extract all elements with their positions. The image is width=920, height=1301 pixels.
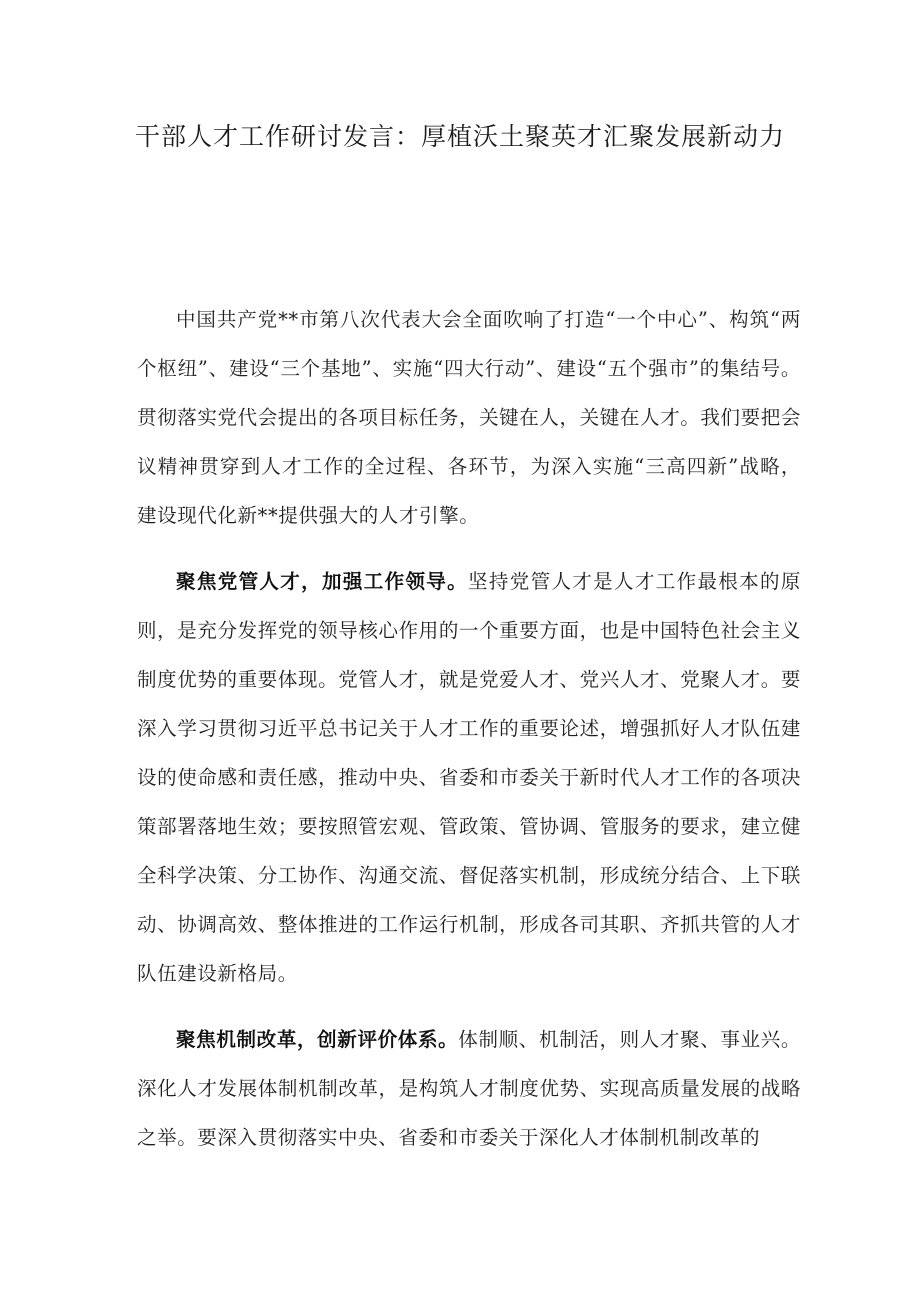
paragraph-intro bbox=[137, 295, 801, 540]
document-title: 干部人才工作研讨发言：厚植沃土聚英才汇聚发展新动力 bbox=[134, 122, 785, 151]
paragraph-text: 体制顺、机制活，则人才聚、事业兴。深化人才发展体制机制改革，是构筑人才制度优势、实现高质量发展的战略之举。要深入贯彻落实中央、省委和市委关于深化人才体制机制改革的 bbox=[137, 1028, 802, 1149]
paragraph-text: 中国共产党**市第八次代表大会全面吹响了打造“一个中心”、构筑“两个枢纽”、建设“三个基地”、实施“四大行动”、建设“五个强市”的集结号。贯彻落实党代会提出的各项目标任务，关键在人，关键在人才。我们要把会议精神贯穿到人才工作的全过程、各环节，为深入实施“三高四新”战略，建设现代化新**提供强大的人才引擎。 bbox=[137, 308, 801, 527]
paragraph-lead-heading: 聚焦党管人才，加强工作领导。 bbox=[176, 570, 469, 593]
paragraph-party-leadership bbox=[137, 557, 801, 998]
paragraph-lead-heading: 聚焦机制改革，创新评价体系。 bbox=[176, 1028, 459, 1051]
paragraph-text: 坚持党管人才是人才工作最根本的原则，是充分发挥党的领导核心作用的一个重要方面，也是中国特色社会主义制度优势的重要体现。党管人才，就是党爱人才、党兴人才、党聚人才。要深入学习贯彻习近平总书记关于人才工作的重要论述，增强抓好人才队伍建设的使命感和责任感，推动中央、省委和市委关于新时代人才工作的各项决策部署落地生效；要按照管宏观、管政策、管协调、管服务的要求，建立健全科学决策、分工协作、沟通交流、督促落实机制，形成统分结合、上下联动、协调高效、整体推进的工作运行机制，形成各司其职、齐抓共管的人才队伍建设新格局。 bbox=[137, 570, 801, 985]
paragraph-mechanism-reform bbox=[137, 1015, 801, 1162]
